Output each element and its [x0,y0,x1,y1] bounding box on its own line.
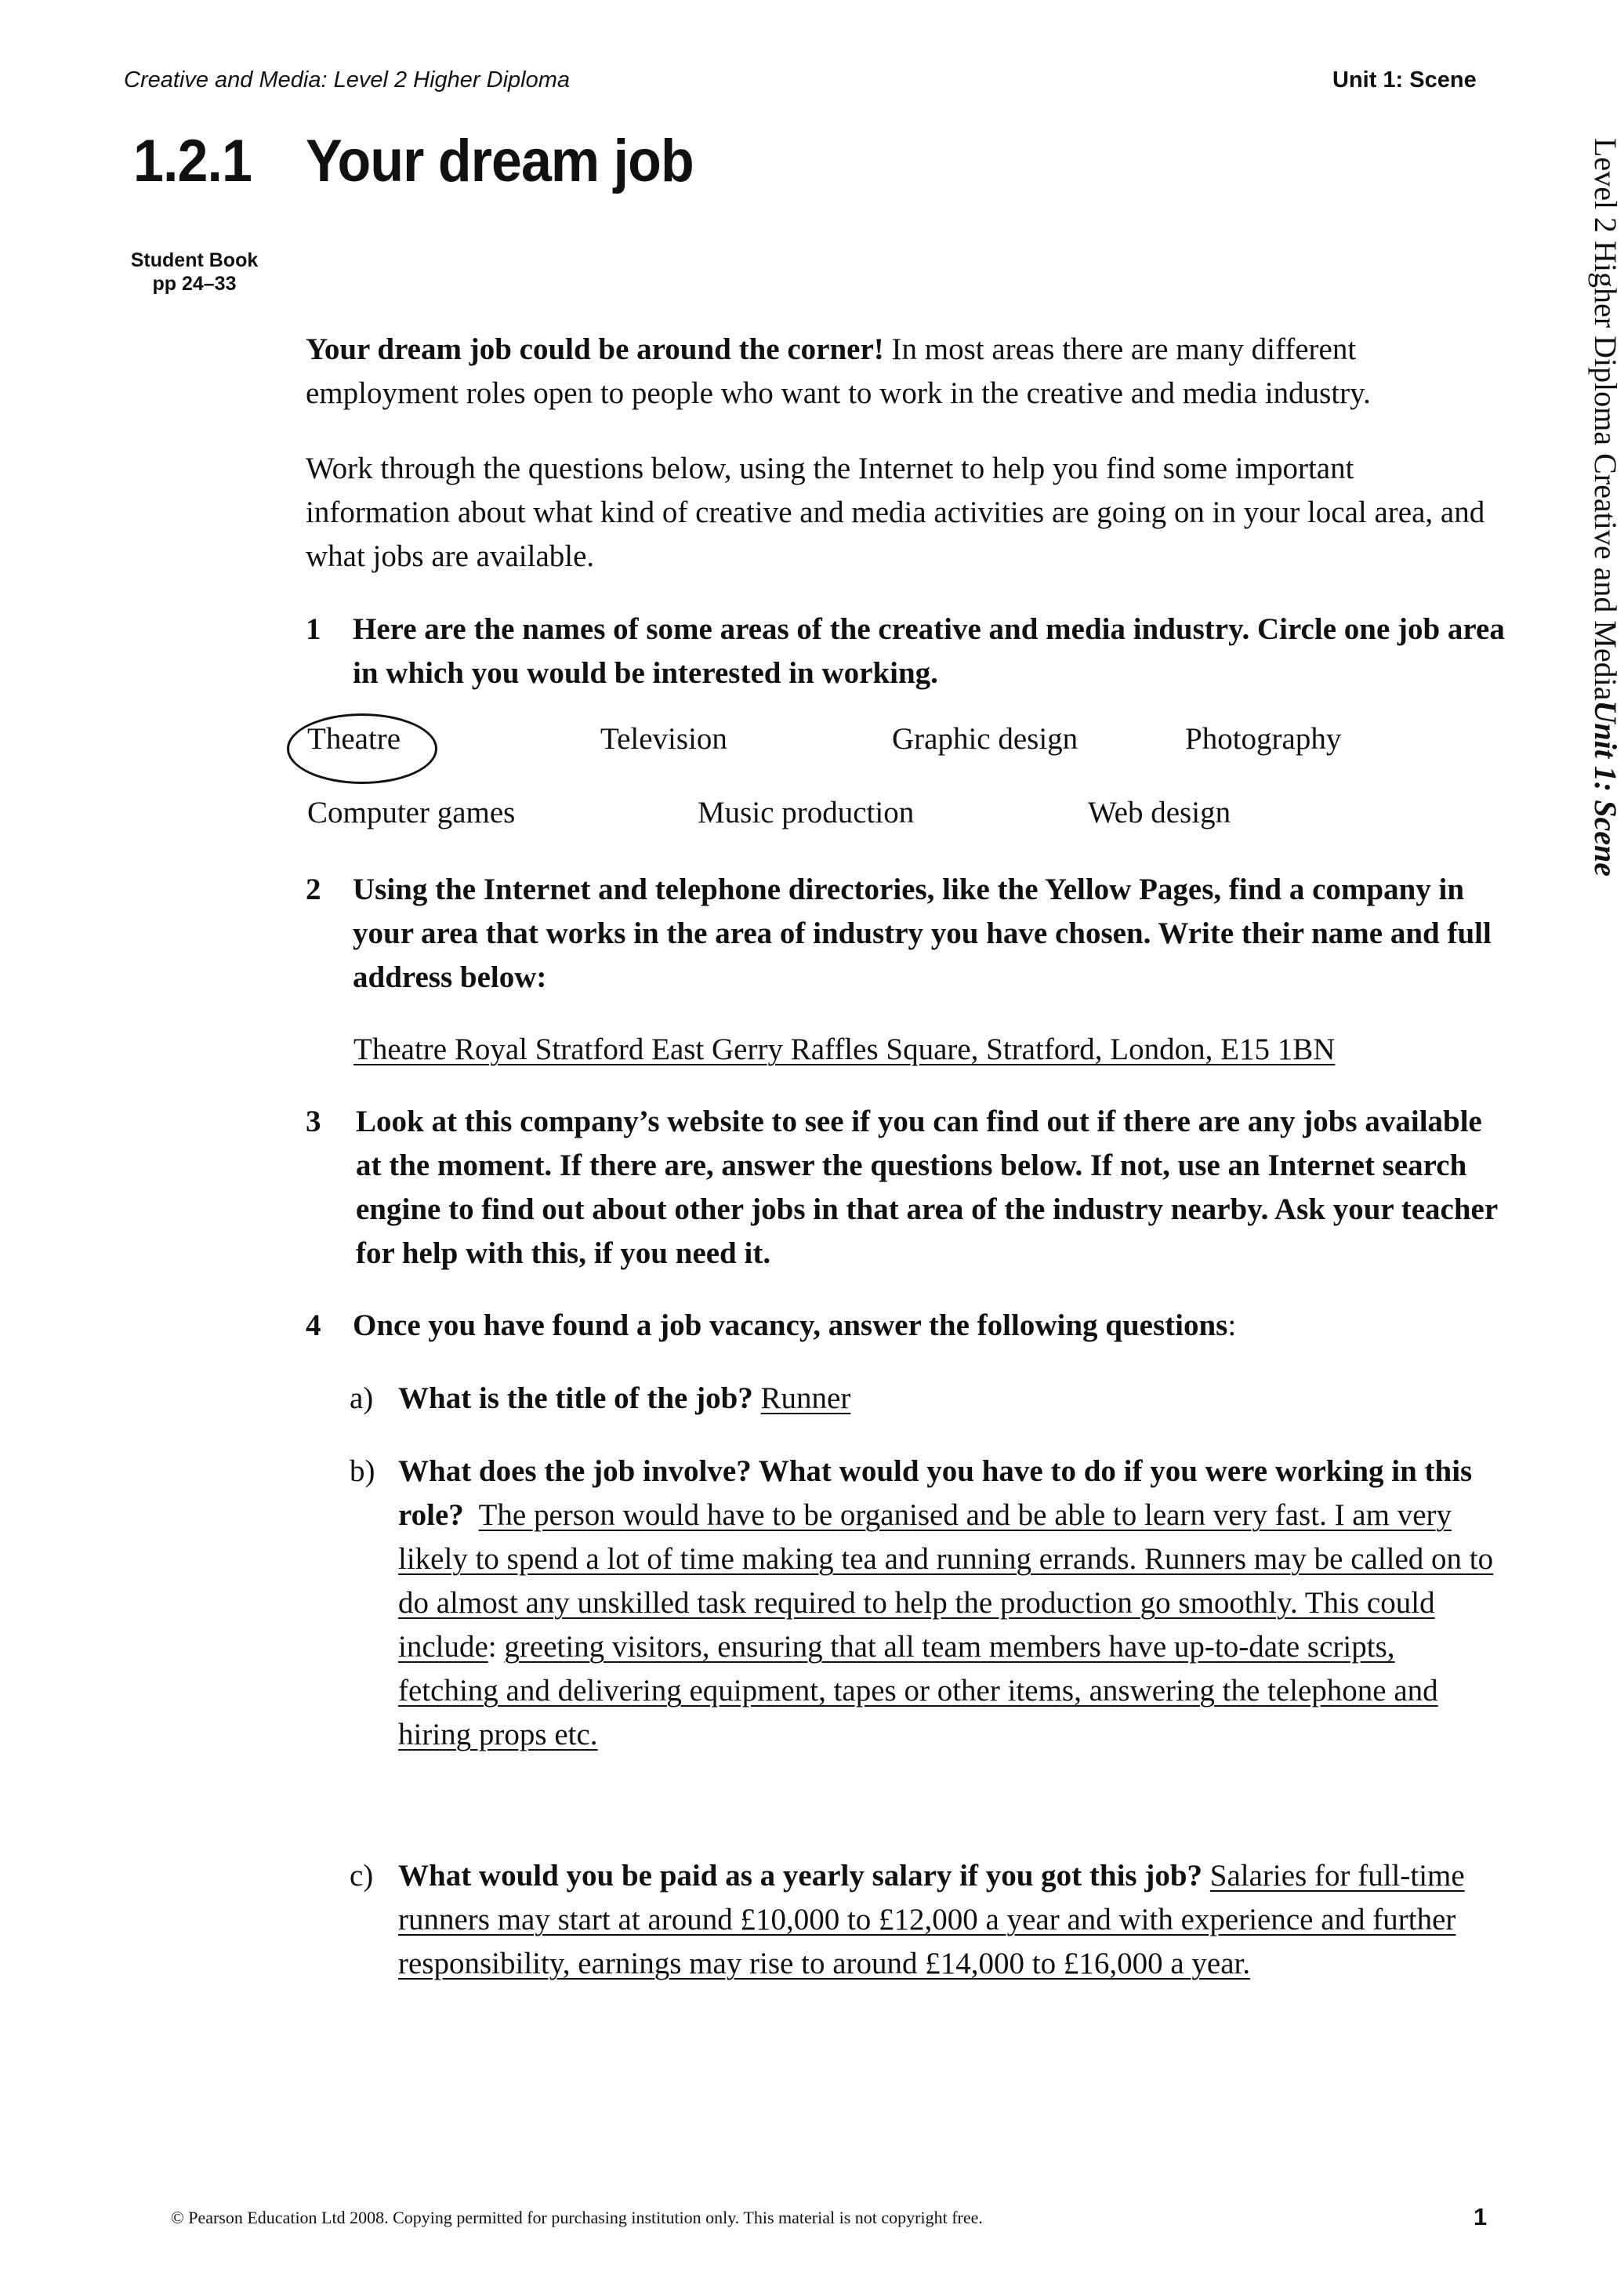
question-4a-label: a) [350,1381,374,1415]
intro-bold-lead: Your dream job could be around the corner! [306,332,884,366]
question-4b [351,1450,1495,1757]
question-1-number: 1 [306,612,321,646]
question-4-colon: : [1227,1308,1237,1342]
question-4-text: Once you have found a job vacancy, answer the following questions [353,1308,1228,1342]
option-web-design[interactable]: Web design [1088,796,1231,829]
question-4c [351,1854,1495,1986]
question-2-answer[interactable] [353,1028,1335,1072]
question-1 [306,608,1513,695]
question-1-text: Here are the names of some areas of the creative and media industry. Circle one job area in which you would be interested in working. [353,612,1505,690]
question-2 [306,868,1513,1000]
question-4b-text: What does the job involve? What would you have to do if you were working in this role? [398,1454,1473,1532]
option-computer-games[interactable]: Computer games [307,796,516,829]
option-photography[interactable]: Photography [1185,722,1342,756]
question-4b-answer-part1[interactable]: The person would have to be organised and be able to learn very fast. I am very likely to spend a lot of time making tea and running errands. Runners may be called on to do almost any unskilled task required to help the production go smoothly. This could include [398,1498,1494,1664]
question-4a-answer[interactable]: Runner [760,1381,851,1415]
student-book-pages: pp 24–33 [152,273,237,295]
question-4b-answer-colon: : [488,1630,497,1664]
intro-paragraph [306,328,1497,416]
company-address-answer: Theatre Royal Stratford East Gerry Raffles Square, Stratford, London, E15 1BN [353,1033,1336,1066]
side-running-text [1590,115,1624,899]
question-2-text: Using the Internet and telephone directories, like the Yellow Pages, find a company in your area that works in the area of industry you have chosen. Write their name and full address below: [353,873,1492,994]
page-title: Your dream job [306,128,694,194]
student-book-label: Student Book [130,249,259,271]
question-4c-text: What would you be paid as a yearly salary if you got this job? [398,1859,1203,1893]
side-text-italic: Unit 1: Scene [1588,700,1623,876]
instructions-paragraph: Work through the questions below, using the Internet to help you find some important information about what kind of creative and media activities are going on in your local area, and what jobs are available. [306,452,1485,573]
question-3 [306,1100,1513,1276]
student-book-ref [116,249,273,296]
question-4c-label: c) [350,1859,374,1893]
option-theatre[interactable]: Theatre [307,722,401,756]
question-4b-answer-part2[interactable]: greeting visitors, ensuring that all team members have up-to-date scripts, fetching and delivering equipment, tapes or other items, answering the telephone and hiring props etc. [398,1630,1438,1751]
page-number: 1 [1474,2203,1488,2230]
question-2-number: 2 [306,873,321,906]
section-number: 1.2.1 [133,128,252,194]
question-4 [306,1304,1513,1348]
question-4a [351,1377,1495,1421]
question-4c-answer[interactable]: Salaries for full-time runners may start at around £10,000 to £12,000 a year and with experience and further responsibility, earnings may rise to around £14,000 to £16,000 a year. [398,1859,1465,1980]
question-3-text: Look at this company’s website to see if you can find out if there are any jobs available at the moment. If there are, answer the questions below. If not, use an Internet search engine to find out about other jobs in that area of the industry nearby. Ask your teacher for help with this, if you need it. [356,1105,1498,1270]
copyright-footer: © Pearson Education Ltd 2008. Copying permitted for purchasing institution only. This material is not copyright free. [171,2208,983,2227]
question-3-number: 3 [306,1105,321,1138]
question-4b-label: b) [350,1454,375,1488]
intro-rest: In most areas there are many different employment roles open to people who want to work in the creative and media industry. [306,332,1371,410]
option-television[interactable]: Television [600,722,727,756]
option-graphic-design[interactable]: Graphic design [892,722,1078,756]
header-left: Creative and Media: Level 2 Higher Diploma [124,67,571,93]
question-4-number: 4 [306,1308,321,1342]
option-music-production[interactable]: Music production [698,796,915,829]
side-text-normal: Level 2 Higher Diploma Creative and Media [1588,138,1623,701]
header-right: Unit 1: Scene [1332,67,1477,93]
question-4a-text: What is the title of the job? [398,1381,753,1415]
